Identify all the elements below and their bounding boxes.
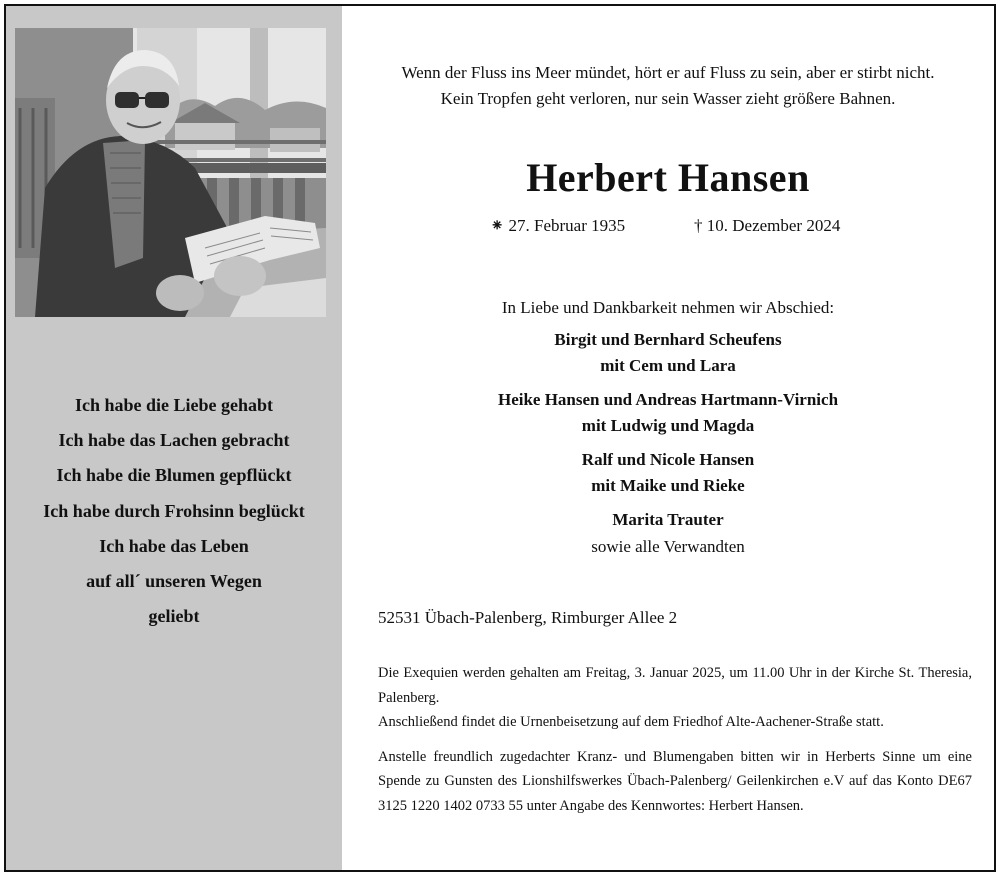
mourner-line: mit Ludwig und Magda (581, 416, 755, 435)
mourner-group (342, 327, 994, 379)
relatives-line: sowie alle Verwandten (591, 537, 745, 556)
service-notice (378, 661, 972, 818)
mourner-group (342, 507, 994, 533)
notice-exequien: Die Exequien werden gehalten am Freitag, 3. Januar 2025, um 11.00 Uhr in der Kirche St. Theresia, Palenberg. (378, 665, 972, 706)
poem-line: Ich habe das Lachen gebracht (58, 430, 290, 451)
mourners-list (342, 327, 994, 541)
mourner-group (342, 387, 994, 439)
poem-line: auf all´ unseren Wegen (86, 570, 262, 591)
mourner-line: Heike Hansen und Andreas Hartmann-Virnich (497, 390, 839, 409)
death-date: † 10. Dezember 2024 (694, 216, 841, 235)
farewell-line: In Liebe und Dankbarkeit nehmen wir Abschied: (501, 298, 835, 317)
right-panel (342, 6, 994, 870)
poem-line: Ich habe die Blumen gepflückt (56, 465, 292, 486)
poem-line: Ich habe durch Frohsinn beglückt (43, 500, 305, 521)
notice-burial: Anschließend findet die Urnenbeisetzung auf dem Friedhof Alte-Aachener-Straße statt. (378, 714, 884, 730)
notice-donation: Anstelle freundlich zugedachter Kranz- und Blumengaben bitten wir in Herberts Sinne um eine Spende zu Gunsten des Lionshilfswerkes Übach-Palenberg/ Geilenkirchen e.V auf das Konto DE67 3125 1220 1402 0733 55 unter Angabe des Kennwortes: Herbert Hansen. (378, 748, 972, 814)
poem (6, 388, 342, 634)
address: 52531 Übach-Palenberg, Rimburger Allee 2 (378, 608, 678, 627)
birth-date: ⁕ 27. Februar 1935 (490, 216, 626, 235)
quote-line-2: Kein Tropfen geht verloren, nur sein Wasser zieht größere Bahnen. (440, 89, 896, 108)
quote (342, 60, 994, 112)
mourner-line: mit Cem und Lara (600, 356, 736, 375)
mourner-line: mit Maike und Rieke (591, 476, 745, 495)
obituary-card (4, 4, 996, 872)
portrait-photo (15, 28, 326, 317)
portrait-illustration (15, 28, 326, 317)
mourner-line: Marita Trauter (612, 510, 724, 529)
mourner-group (342, 447, 994, 499)
left-panel (6, 6, 342, 870)
poem-line: Ich habe das Leben (99, 535, 249, 556)
poem-line: Ich habe die Liebe gehabt (74, 395, 274, 415)
quote-line-1: Wenn der Fluss ins Meer mündet, hört er auf Fluss zu sein, aber er stirbt nicht. (401, 63, 935, 82)
mourner-line: Birgit und Bernhard Scheufens (554, 330, 782, 349)
deceased-name: Herbert Hansen (526, 155, 810, 200)
poem-line: geliebt (148, 606, 200, 627)
mourner-line: Ralf und Nicole Hansen (581, 450, 755, 469)
